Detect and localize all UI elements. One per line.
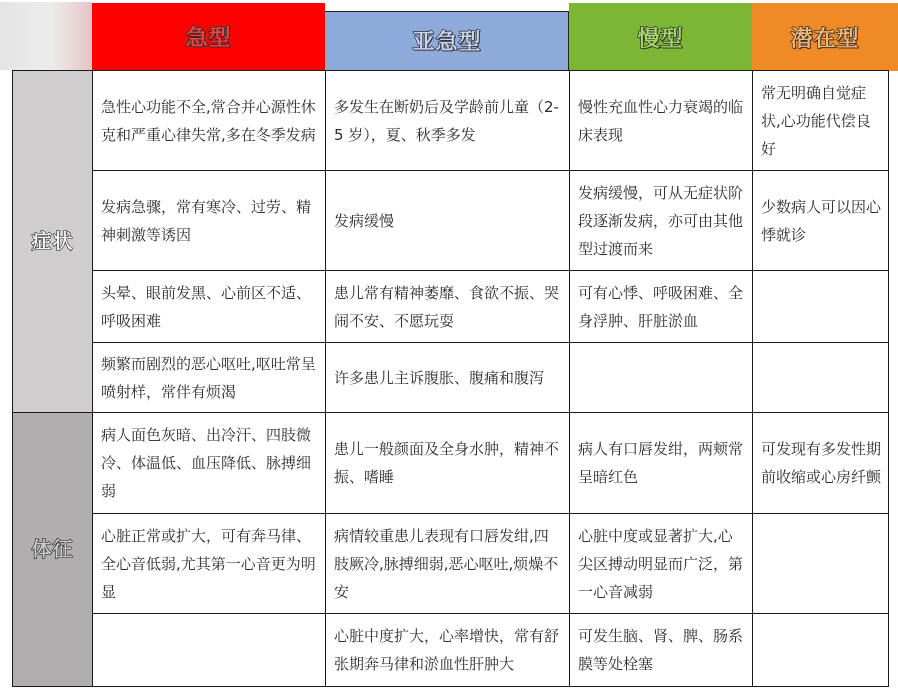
comparison-table	[12, 70, 889, 687]
header-corner-blank	[0, 2, 92, 70]
column-header-subacute	[325, 11, 569, 70]
column-header-latent	[752, 3, 898, 71]
category-symptom-label: 症状	[31, 228, 74, 253]
table-row	[13, 343, 889, 413]
cell-subacute: 心脏中度扩大，心率增快，常有舒张期奔马律和淤血性肝肿大	[326, 614, 570, 687]
table-row	[13, 614, 889, 687]
column-header-latent-label: 潜在型	[790, 26, 860, 52]
cell-subacute: 患儿常有精神萎靡、食欲不振、哭闹不安、不愿玩耍	[326, 271, 570, 343]
column-header-acute	[92, 3, 325, 70]
cell-chronic: 心脏中度或显著扩大,心尖区搏动明显而广泛，第一心音减弱	[570, 514, 753, 614]
cell-latent: 常无明确自觉症状,心功能代偿良好	[753, 71, 889, 171]
cell-chronic: 慢性充血性心力衰竭的临床表现	[570, 71, 753, 171]
cell-latent	[753, 514, 889, 614]
cell-latent	[753, 614, 889, 687]
cell-latent	[753, 271, 889, 343]
table-row	[13, 71, 889, 171]
table-row	[13, 514, 889, 614]
cell-subacute: 患儿一般颜面及全身水肿，精神不振、嗜睡	[326, 413, 570, 514]
column-header-acute-label: 急型	[185, 26, 232, 51]
table-row	[13, 171, 889, 271]
cell-chronic: 可发生脑、肾、脾、肠系膜等处栓塞	[570, 614, 753, 687]
cell-subacute: 许多患儿主诉腹胀、腹痛和腹泻	[326, 343, 570, 413]
cell-acute: 急性心功能不全,常合并心源性休克和严重心律失常,多在冬季发病	[93, 71, 326, 171]
cell-acute: 发病急骤，常有寒冷、过劳、精神刺激等诱因	[93, 171, 326, 271]
cell-subacute: 病情较重患儿表现有口唇发绀,四肢厥冷,脉搏细弱,恶心呕吐,烦燥不安	[326, 514, 570, 614]
category-symptom	[13, 71, 93, 413]
cell-chronic	[570, 343, 753, 413]
table-row	[13, 413, 889, 514]
cell-acute	[93, 614, 326, 687]
cell-acute: 头晕、眼前发黑、心前区不适、呼吸困难	[93, 271, 326, 343]
cell-subacute: 多发生在断奶后及学龄前儿童（2-5 岁），夏、秋季多发	[326, 71, 570, 171]
category-sign-label: 体征	[31, 536, 74, 561]
cell-latent	[753, 343, 889, 413]
cell-chronic: 可有心悸、呼吸困难、全身浮肿、肝脏淤血	[570, 271, 753, 343]
table-row	[13, 271, 889, 343]
column-header-subacute-label: 亚急型	[412, 30, 482, 55]
cell-chronic: 发病缓慢，可从无症状阶段逐渐发病，亦可由其他型过渡而来	[570, 171, 753, 271]
cell-subacute: 发病缓慢	[326, 171, 570, 271]
cell-latent: 可发现有多发性期前收缩或心房纤颤	[753, 413, 889, 514]
column-header-chronic-label: 慢型	[637, 26, 684, 52]
cell-acute: 频繁而剧烈的恶心呕吐,呕吐常呈喷射样，常伴有烦渴	[93, 343, 326, 413]
cell-acute: 病人面色灰暗、出冷汗、四肢微冷、体温低、血压降低、脉搏细弱	[93, 413, 326, 514]
cell-latent: 少数病人可以因心悸就诊	[753, 171, 889, 271]
column-header-chronic	[569, 3, 752, 71]
category-sign	[13, 413, 93, 687]
cell-acute: 心脏正常或扩大，可有奔马律、全心音低弱,尤其第一心音更为明显	[93, 514, 326, 614]
cell-chronic: 病人有口唇发绀，两颊常呈暗红色	[570, 413, 753, 514]
